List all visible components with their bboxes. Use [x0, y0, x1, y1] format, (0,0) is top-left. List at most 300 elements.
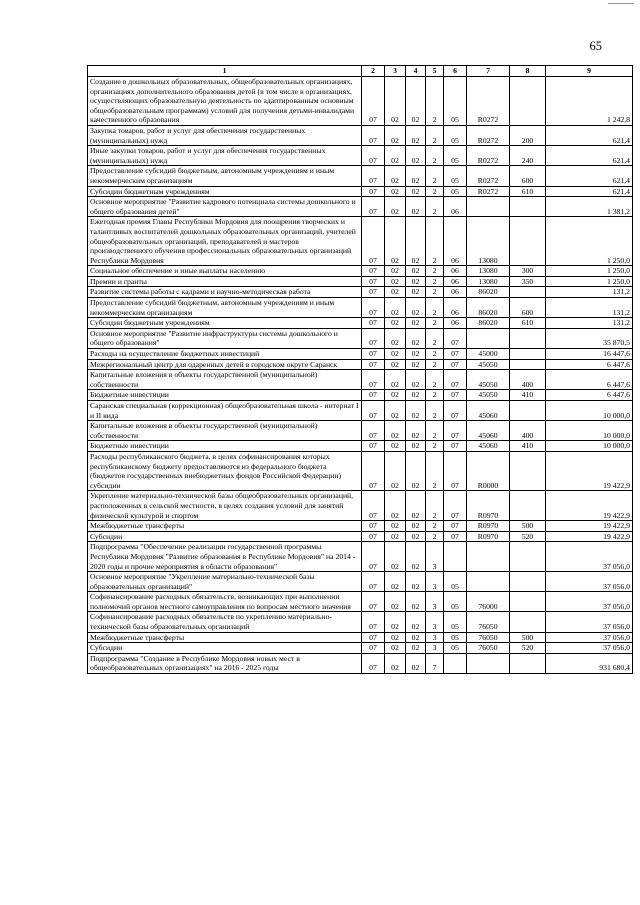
cell-amount: 1 250,0 — [546, 217, 633, 266]
cell-amount: 621,4 — [546, 166, 633, 186]
cell-subsection: 02 — [385, 653, 406, 673]
cell-direction: 45060 — [467, 401, 510, 421]
cell-expense-type — [510, 612, 546, 632]
cell-program: 02 — [406, 328, 426, 348]
table-row — [88, 298, 633, 318]
cell-program: 02 — [406, 146, 426, 166]
cell-subsection: 02 — [385, 643, 406, 654]
table-row — [88, 451, 633, 490]
cell-activity: 07 — [444, 531, 467, 542]
cell-subsection: 02 — [385, 612, 406, 632]
cell-activity: 06 — [444, 266, 467, 277]
row-name: Основное мероприятие "Развитие кадрового потенциала системы дошкольного и общего образования детей" — [88, 197, 362, 217]
cell-program: 02 — [406, 612, 426, 632]
cell-program: 02 — [406, 491, 426, 521]
cell-expense-type — [510, 217, 546, 266]
row-name: Бюджетные инвестиции — [88, 441, 362, 452]
cell-direction: R0272 — [467, 166, 510, 186]
cell-expense-type: 240 — [510, 146, 546, 166]
table-row — [88, 276, 633, 287]
cell-section: 07 — [362, 572, 385, 592]
cell-subprogram: 3 — [426, 643, 444, 654]
cell-subprogram: 2 — [426, 77, 444, 126]
cell-activity: 05 — [444, 125, 467, 145]
column-header-1: 1 — [88, 66, 362, 77]
cell-program: 02 — [406, 186, 426, 197]
cell-direction: 76050 — [467, 643, 510, 654]
cell-section: 07 — [362, 77, 385, 126]
cell-subprogram: 2 — [426, 491, 444, 521]
table-row — [88, 441, 633, 452]
cell-direction: 45050 — [467, 359, 510, 370]
cell-activity: 06 — [444, 197, 467, 217]
cell-activity: 07 — [444, 370, 467, 390]
cell-program: 02 — [406, 531, 426, 542]
cell-activity: 05 — [444, 186, 467, 197]
cell-direction — [467, 653, 510, 673]
table-row — [88, 186, 633, 197]
row-name: Межбюджетные трансферты — [88, 632, 362, 643]
cell-direction: R0000 — [467, 451, 510, 490]
cell-expense-type: 400 — [510, 370, 546, 390]
cell-subsection: 02 — [385, 451, 406, 490]
cell-activity: 07 — [444, 359, 467, 370]
cell-direction: 45000 — [467, 349, 510, 360]
column-header-5: 5 — [426, 66, 444, 77]
cell-subsection: 02 — [385, 632, 406, 643]
row-name: Иные закупки товаров, работ и услуг для обеспечения государственных (муниципальных) нужд — [88, 146, 362, 166]
cell-activity: 07 — [444, 421, 467, 441]
cell-expense-type: 500 — [510, 521, 546, 532]
cell-activity: 05 — [444, 632, 467, 643]
table-row — [88, 359, 633, 370]
cell-activity: 07 — [444, 451, 467, 490]
cell-subprogram: 2 — [426, 359, 444, 370]
cell-expense-type: 600 — [510, 166, 546, 186]
cell-activity: 05 — [444, 77, 467, 126]
table-row — [88, 542, 633, 572]
table-row — [88, 166, 633, 186]
cell-activity: 06 — [444, 318, 467, 329]
table-row — [88, 349, 633, 360]
cell-amount: 19 422,9 — [546, 521, 633, 532]
cell-program: 02 — [406, 298, 426, 318]
cell-direction — [467, 328, 510, 348]
cell-activity: 07 — [444, 390, 467, 401]
cell-subsection: 02 — [385, 401, 406, 421]
row-name: Закупка товаров, работ и услуг для обеспечения государственных (муниципальных) нужд — [88, 125, 362, 145]
cell-program: 02 — [406, 370, 426, 390]
cell-direction: R0272 — [467, 125, 510, 145]
cell-amount: 1 250,0 — [546, 276, 633, 287]
cell-program: 02 — [406, 318, 426, 329]
cell-activity — [444, 653, 467, 673]
cell-subprogram: 2 — [426, 266, 444, 277]
cell-subprogram: 2 — [426, 521, 444, 532]
cell-expense-type: 400 — [510, 421, 546, 441]
cell-subsection: 02 — [385, 217, 406, 266]
page-number: 65 — [589, 39, 602, 53]
cell-section: 07 — [362, 328, 385, 348]
cell-direction: 45050 — [467, 370, 510, 390]
cell-section: 07 — [362, 266, 385, 277]
cell-subsection: 02 — [385, 491, 406, 521]
cell-expense-type — [510, 592, 546, 612]
cell-amount: 37 056,0 — [546, 643, 633, 654]
cell-activity: 06 — [444, 276, 467, 287]
cell-direction: 86020 — [467, 318, 510, 329]
cell-direction: R0272 — [467, 146, 510, 166]
row-name: Субсидии бюджетным учреждениям — [88, 186, 362, 197]
row-name: Подпрограмма "Создание в Республике Мордовия новых мест в общеобразовательных организациях" на 2016 - 2025 годы — [88, 653, 362, 673]
row-name: Саранская специальная (коррекционная) общеобразовательная школа - интернат I и II вида — [88, 401, 362, 421]
cell-program: 02 — [406, 421, 426, 441]
column-header-6: 6 — [444, 66, 467, 77]
cell-expense-type — [510, 451, 546, 490]
cell-program: 02 — [406, 451, 426, 490]
table-row — [88, 266, 633, 277]
cell-subprogram: 3 — [426, 592, 444, 612]
cell-subsection: 02 — [385, 349, 406, 360]
cell-activity: 07 — [444, 491, 467, 521]
cell-direction: 13080 — [467, 276, 510, 287]
cell-program: 02 — [406, 287, 426, 298]
cell-section: 07 — [362, 441, 385, 452]
cell-amount: 10 000,0 — [546, 421, 633, 441]
cell-amount: 19 422,9 — [546, 531, 633, 542]
cell-section: 07 — [362, 612, 385, 632]
cell-direction — [467, 542, 510, 572]
cell-activity: 06 — [444, 298, 467, 318]
cell-subprogram: 2 — [426, 217, 444, 266]
table-row — [88, 217, 633, 266]
cell-section: 07 — [362, 542, 385, 572]
cell-section: 07 — [362, 186, 385, 197]
cell-expense-type — [510, 197, 546, 217]
row-name: Субсидии — [88, 643, 362, 654]
cell-subsection: 02 — [385, 441, 406, 452]
cell-subprogram: 2 — [426, 166, 444, 186]
corner-mark — [608, 3, 634, 4]
cell-program: 02 — [406, 632, 426, 643]
cell-subsection: 02 — [385, 298, 406, 318]
cell-expense-type: 300 — [510, 266, 546, 277]
cell-section: 07 — [362, 125, 385, 145]
row-name: Основное мероприятие "Укрепление материально-технической базы образовательных организаций" — [88, 572, 362, 592]
cell-direction — [467, 572, 510, 592]
cell-expense-type: 520 — [510, 643, 546, 654]
cell-subprogram: 2 — [426, 328, 444, 348]
cell-subprogram: 2 — [426, 531, 444, 542]
cell-expense-type — [510, 349, 546, 360]
cell-section: 07 — [362, 521, 385, 532]
table-row — [88, 521, 633, 532]
cell-section: 07 — [362, 349, 385, 360]
cell-activity: 05 — [444, 166, 467, 186]
cell-activity — [444, 542, 467, 572]
cell-subsection: 02 — [385, 276, 406, 287]
cell-subsection: 02 — [385, 328, 406, 348]
table-row — [88, 572, 633, 592]
table-row — [88, 421, 633, 441]
cell-direction: 45060 — [467, 441, 510, 452]
column-header-2: 2 — [362, 66, 385, 77]
cell-section: 07 — [362, 643, 385, 654]
table-row — [88, 491, 633, 521]
cell-activity: 07 — [444, 349, 467, 360]
cell-amount: 37 056,0 — [546, 612, 633, 632]
cell-activity: 06 — [444, 217, 467, 266]
cell-subsection: 02 — [385, 421, 406, 441]
cell-amount: 37 056,0 — [546, 632, 633, 643]
row-name: Расходы республиканского бюджета, в целях софинансирования которых республиканскому бюджету предоставляются из федерального бюджета (бюджетов государственных внебюджетных фондов Российской Федерации) субсидии — [88, 451, 362, 490]
cell-amount: 19 422,9 — [546, 491, 633, 521]
row-name: Предоставление субсидий бюджетным, автономным учреждениям и иным некоммерческим организациям — [88, 298, 362, 318]
cell-section: 07 — [362, 370, 385, 390]
cell-program: 02 — [406, 349, 426, 360]
row-name: Предоставление субсидий бюджетным, автономным учреждениям и иным некоммерческим организациям — [88, 166, 362, 186]
cell-expense-type — [510, 572, 546, 592]
cell-program: 02 — [406, 542, 426, 572]
cell-amount: 1 242,8 — [546, 77, 633, 126]
cell-amount: 37 056,0 — [546, 592, 633, 612]
cell-activity: 07 — [444, 401, 467, 421]
cell-direction: 13080 — [467, 217, 510, 266]
column-header-9: 9 — [546, 66, 633, 77]
cell-activity: 06 — [444, 287, 467, 298]
cell-expense-type: 520 — [510, 531, 546, 542]
cell-program: 02 — [406, 592, 426, 612]
cell-program: 02 — [406, 572, 426, 592]
cell-expense-type: 600 — [510, 298, 546, 318]
cell-amount: 10 000,0 — [546, 441, 633, 452]
cell-direction: 45050 — [467, 390, 510, 401]
cell-program: 02 — [406, 653, 426, 673]
cell-program: 02 — [406, 359, 426, 370]
cell-program: 02 — [406, 197, 426, 217]
table-row — [88, 328, 633, 348]
cell-section: 07 — [362, 318, 385, 329]
cell-section: 07 — [362, 401, 385, 421]
cell-subsection: 02 — [385, 266, 406, 277]
cell-subprogram: 3 — [426, 572, 444, 592]
cell-expense-type: 410 — [510, 390, 546, 401]
cell-direction: R0970 — [467, 531, 510, 542]
cell-subprogram: 2 — [426, 276, 444, 287]
row-name: Субсидии бюджетным учреждениям — [88, 318, 362, 329]
cell-subsection: 02 — [385, 592, 406, 612]
row-name: Премии и гранты — [88, 276, 362, 287]
cell-amount: 621,4 — [546, 186, 633, 197]
cell-amount: 931 680,4 — [546, 653, 633, 673]
table-row — [88, 370, 633, 390]
table-row — [88, 287, 633, 298]
cell-program: 02 — [406, 217, 426, 266]
cell-activity: 05 — [444, 146, 467, 166]
cell-subprogram: 2 — [426, 451, 444, 490]
cell-subsection: 02 — [385, 390, 406, 401]
cell-subprogram: 3 — [426, 632, 444, 643]
cell-section: 07 — [362, 592, 385, 612]
cell-expense-type: 610 — [510, 318, 546, 329]
cell-section: 07 — [362, 197, 385, 217]
cell-activity: 05 — [444, 643, 467, 654]
cell-amount: 621,4 — [546, 125, 633, 145]
table-row — [88, 401, 633, 421]
cell-direction: R0272 — [467, 186, 510, 197]
column-header-8: 8 — [510, 66, 546, 77]
cell-activity: 05 — [444, 592, 467, 612]
cell-subsection: 02 — [385, 318, 406, 329]
cell-subsection: 02 — [385, 521, 406, 532]
cell-subsection: 02 — [385, 287, 406, 298]
cell-section: 07 — [362, 359, 385, 370]
row-name: Капитальные вложения в объекты государственной (муниципальной) собственности — [88, 370, 362, 390]
cell-program: 02 — [406, 390, 426, 401]
table-row — [88, 643, 633, 654]
cell-section: 07 — [362, 298, 385, 318]
table-row — [88, 390, 633, 401]
cell-amount: 6 447,6 — [546, 359, 633, 370]
cell-program: 02 — [406, 521, 426, 532]
cell-amount: 131,2 — [546, 287, 633, 298]
cell-expense-type — [510, 328, 546, 348]
cell-section: 07 — [362, 276, 385, 287]
cell-subsection: 02 — [385, 186, 406, 197]
cell-activity: 07 — [444, 441, 467, 452]
cell-section: 07 — [362, 421, 385, 441]
cell-subsection: 02 — [385, 370, 406, 390]
cell-amount: 131,2 — [546, 318, 633, 329]
cell-subsection: 02 — [385, 359, 406, 370]
cell-subprogram: 2 — [426, 186, 444, 197]
cell-section: 07 — [362, 531, 385, 542]
row-name: Ежегодная премия Главы Республики Мордовия для поощрения творческих и талантливых воспитателей дошкольных образовательных организаций, учителей общеобразовательных организаций, преподавателей и мастеров производственного обучения профессиональных образовательных организаций Республики Мордовия — [88, 217, 362, 266]
cell-expense-type — [510, 77, 546, 126]
cell-amount: 6 447,6 — [546, 390, 633, 401]
row-name: Бюджетные инвестиции — [88, 390, 362, 401]
cell-section: 07 — [362, 632, 385, 643]
column-header-3: 3 — [385, 66, 406, 77]
cell-direction: 76050 — [467, 612, 510, 632]
cell-expense-type — [510, 653, 546, 673]
table-row — [88, 146, 633, 166]
cell-section: 07 — [362, 653, 385, 673]
cell-program: 02 — [406, 77, 426, 126]
cell-subprogram: 2 — [426, 370, 444, 390]
cell-subsection: 02 — [385, 542, 406, 572]
cell-direction: 45060 — [467, 421, 510, 441]
cell-program: 02 — [406, 166, 426, 186]
cell-subsection: 02 — [385, 146, 406, 166]
cell-direction: R0272 — [467, 77, 510, 126]
cell-section: 07 — [362, 491, 385, 521]
cell-expense-type: 200 — [510, 125, 546, 145]
cell-subprogram: 2 — [426, 125, 444, 145]
cell-amount: 37 056,0 — [546, 542, 633, 572]
cell-subsection: 02 — [385, 572, 406, 592]
cell-subprogram: 2 — [426, 390, 444, 401]
cell-subprogram: 2 — [426, 318, 444, 329]
row-name: Софинансирование расходных обязательств по укреплению материально-технической базы образовательных организаций — [88, 612, 362, 632]
cell-program: 02 — [406, 643, 426, 654]
cell-subprogram: 2 — [426, 441, 444, 452]
cell-expense-type: 410 — [510, 441, 546, 452]
cell-subprogram: 2 — [426, 401, 444, 421]
table-row — [88, 612, 633, 632]
cell-expense-type: 610 — [510, 186, 546, 197]
cell-amount: 1 250,0 — [546, 266, 633, 277]
cell-subprogram: 3 — [426, 612, 444, 632]
cell-subprogram: 2 — [426, 146, 444, 166]
cell-direction: 86020 — [467, 298, 510, 318]
cell-direction — [467, 197, 510, 217]
cell-subprogram: 2 — [426, 298, 444, 318]
cell-subprogram: 2 — [426, 421, 444, 441]
cell-section: 07 — [362, 390, 385, 401]
row-name: Развитие системы работы с кадрами и научно-методическая работа — [88, 287, 362, 298]
cell-subprogram: 2 — [426, 197, 444, 217]
cell-direction: 76050 — [467, 632, 510, 643]
cell-program: 02 — [406, 266, 426, 277]
cell-expense-type — [510, 401, 546, 421]
cell-section: 07 — [362, 166, 385, 186]
cell-amount: 37 056,0 — [546, 572, 633, 592]
table-row — [88, 632, 633, 643]
row-name: Субсидии — [88, 531, 362, 542]
table-row — [88, 77, 633, 126]
cell-activity: 05 — [444, 612, 467, 632]
cell-direction: 13080 — [467, 266, 510, 277]
cell-direction: 86020 — [467, 287, 510, 298]
cell-amount: 10 000,0 — [546, 401, 633, 421]
cell-program: 02 — [406, 276, 426, 287]
cell-subprogram: 2 — [426, 349, 444, 360]
cell-subprogram: 3 — [426, 542, 444, 572]
row-name: Основное мероприятие "Развитие инфраструктуры системы дошкольного и общего образования" — [88, 328, 362, 348]
cell-program: 02 — [406, 441, 426, 452]
cell-direction: 76000 — [467, 592, 510, 612]
cell-subsection: 02 — [385, 125, 406, 145]
cell-expense-type — [510, 287, 546, 298]
cell-expense-type: 350 — [510, 276, 546, 287]
row-name: Подпрограмма "Обеспечение реализации государственной программы Республики Мордовия "Развитие образования в Республике Мордовия" на 2014 - 2020 годы и прочие мероприятия в области образования" — [88, 542, 362, 572]
cell-amount: 131,2 — [546, 298, 633, 318]
row-name: Капитальные вложения в объекты государственной (муниципальной) собственности — [88, 421, 362, 441]
row-name: Межбюджетные трансферты — [88, 521, 362, 532]
column-header-4: 4 — [406, 66, 426, 77]
cell-expense-type — [510, 491, 546, 521]
cell-section: 07 — [362, 146, 385, 166]
cell-amount: 35 870,5 — [546, 328, 633, 348]
row-name: Создание в дошкольных образовательных, общеобразовательных организациях, организациях дополнительного образования детей (в том числе в организациях, осуществляющих образовательную деятельность по адаптированным основным общеобразовательным программам) условий для получения детьми-инвалидами качественного образования — [88, 77, 362, 126]
row-name: Укрепление материально-технической базы общеобразовательных организаций, расположенных в сельской местности, в целях создания условий для занятий физической культурой и спортом — [88, 491, 362, 521]
header-row — [88, 66, 633, 77]
budget-table — [87, 65, 633, 674]
cell-expense-type: 500 — [510, 632, 546, 643]
row-name: Межрегиональный центр для одаренных детей в городском округе Саранск — [88, 359, 362, 370]
cell-direction: R0970 — [467, 491, 510, 521]
table-row — [88, 125, 633, 145]
row-name: Расходы на осуществление бюджетных инвестиций — [88, 349, 362, 360]
cell-activity: 05 — [444, 572, 467, 592]
cell-amount: 19 422,9 — [546, 451, 633, 490]
cell-subsection: 02 — [385, 197, 406, 217]
cell-subsection: 02 — [385, 166, 406, 186]
cell-amount: 16 447,6 — [546, 349, 633, 360]
cell-subsection: 02 — [385, 531, 406, 542]
cell-expense-type — [510, 359, 546, 370]
